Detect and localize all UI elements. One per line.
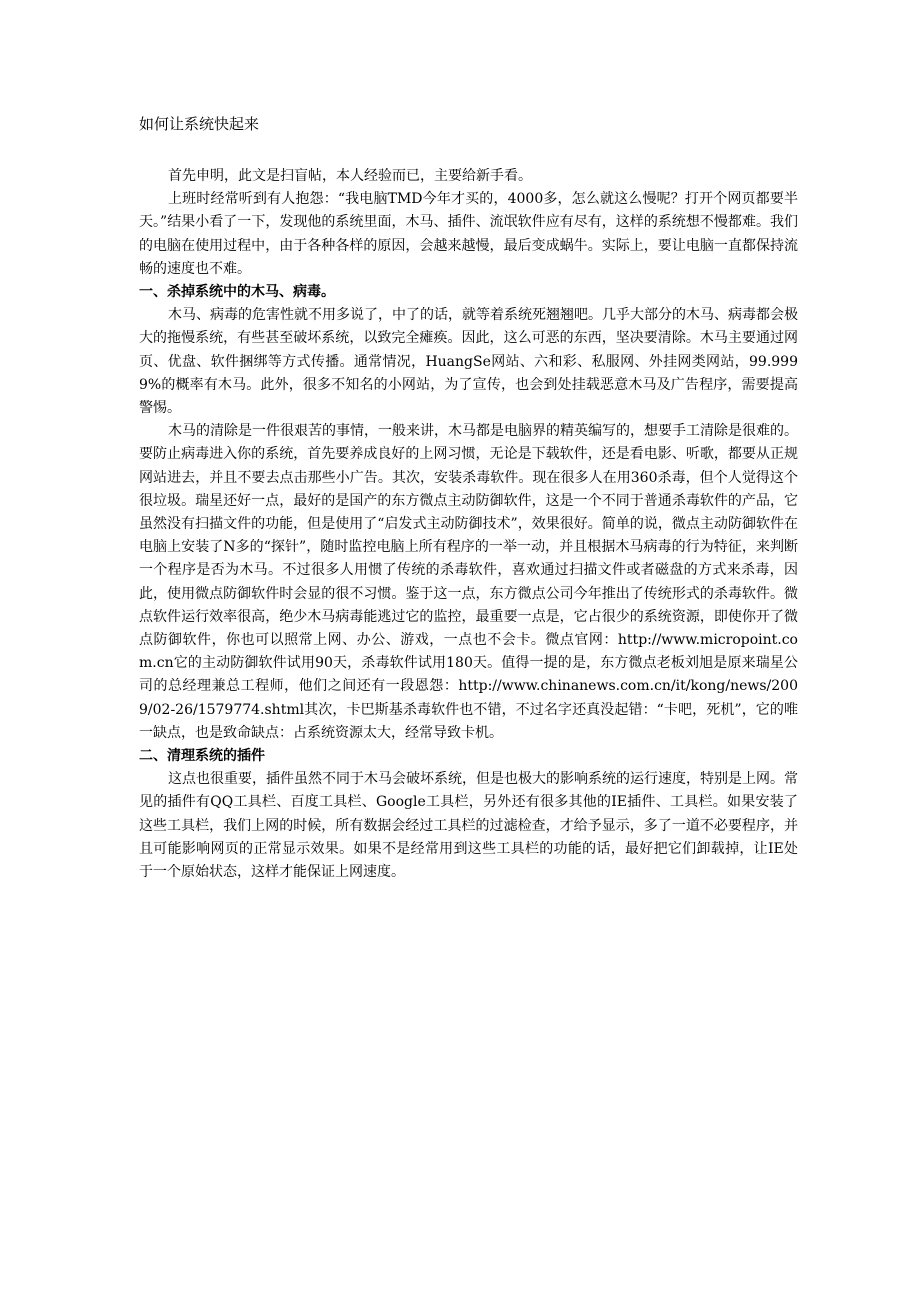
document-title: 如何让系统快起来 <box>139 115 260 133</box>
section-1-paragraph-1: 木马、病毒的危害性就不用多说了，中了的话，就等着系统死翘翘吧。几乎大部分的木马、病毒都会极大的拖慢系统，有些甚至破坏系统，以致完全瘫痪。因此，这么可恶的东西，坚决要清除。木马主要通过网页、优盘、软件捆绑等方式传播。通常情况，HuangSe网站、六和彩、私服网、外挂网类网站，99.9999%的概率有木马。此外，很多不知名的小网站，为了宣传，也会到处挂载恶意木马及广告程序，需要提高警惕。 <box>139 307 798 417</box>
section-2-heading: 二、清理系统的插件 <box>139 748 265 765</box>
intro-paragraph-2: 上班时经常听到有人抱怨：“我电脑TMD今年才买的，4000多，怎么就这么慢呢？打开个网页都要半天。”结果小看了一下，发现他的系统里面，木马、插件、流氓软件应有尽有，这样的系统想不慢都难。我们的电脑在使用过程中，由于各种各样的原因，会越来越慢，最后变成蜗牛。实际上，要让电脑一直都保持流畅的速度也不难。 <box>139 191 798 277</box>
document-page <box>139 112 798 884</box>
section-2-paragraph-1: 这点也很重要，插件虽然不同于木马会破坏系统，但是也极大的影响系统的运行速度，特别是上网。常见的插件有QQ工具栏、百度工具栏、Google工具栏，另外还有很多其他的IE插件、工具栏。如果安装了这些工具栏，我们上网的时候，所有数据会经过工具栏的过滤检查，才给予显示，多了一道不必要程序，并且可能影响网页的正常显示效果。如果不是经常用到这些工具栏的功能的话，最好把它们卸载掉，让IE处于一个原始状态，这样才能保证上网速度。 <box>139 771 798 881</box>
section-1-paragraph-2: 木马的清除是一件很艰苦的事情，一般来讲，木马都是电脑界的精英编写的，想要手工清除是很难的。要防止病毒进入你的系统，首先要养成良好的上网习惯，无论是下载软件，还是看电影、听歌，都要从正规网站进去，并且不要去点击那些小广告。其次，安装杀毒软件。现在很多人在用360杀毒，但个人觉得这个很垃圾。瑞星还好一点，最好的是国产的东方微点主动防御软件，这是一个不同于普通杀毒软件的产品，它虽然没有扫描文件的功能，但是使用了“启发式主动防御技术”，效果很好。简单的说，微点主动防御软件在电脑上安装了N多的“探针”，随时监控电脑上所有程序的一举一动，并且根据木马病毒的行为特征，来判断一个程序是否为木马。不过很多人用惯了传统的杀毒软件，喜欢通过扫描文件或者磁盘的方式来杀毒，因此，使用微点防御软件时会显的很不习惯。鉴于这一点，东方微点公司今年推出了传统形式的杀毒软件。微点软件运行效率很高，绝少木马病毒能逃过它的监控，最重要一点是，它占很少的系统资源，即使你开了微点防御软件，你也可以照常上网、办公、游戏，一点也不会卡。微点官网：http://www.micropoint.com.cn它的主动防御软件试用90天，杀毒软件试用180天。值得一提的是，东方微点老板刘旭是原来瑞星公司的总经理兼总工程师，他们之间还有一段恩怨：http://www.chinanews.com.cn/it/kong/news/2009/02-26/1579774.shtml其次，卡巴斯基杀毒软件也不错，不过名字还真没起错：“卡吧，死机”，它的唯一缺点，也是致命缺点：占系统资源太大，经常导致卡机。 <box>139 423 798 741</box>
section-1-heading: 一、杀掉系统中的木马、病毒。 <box>139 284 335 301</box>
intro-paragraph-1: 首先申明，此文是扫盲帖，本人经验而已，主要给新手看。 <box>168 168 532 184</box>
